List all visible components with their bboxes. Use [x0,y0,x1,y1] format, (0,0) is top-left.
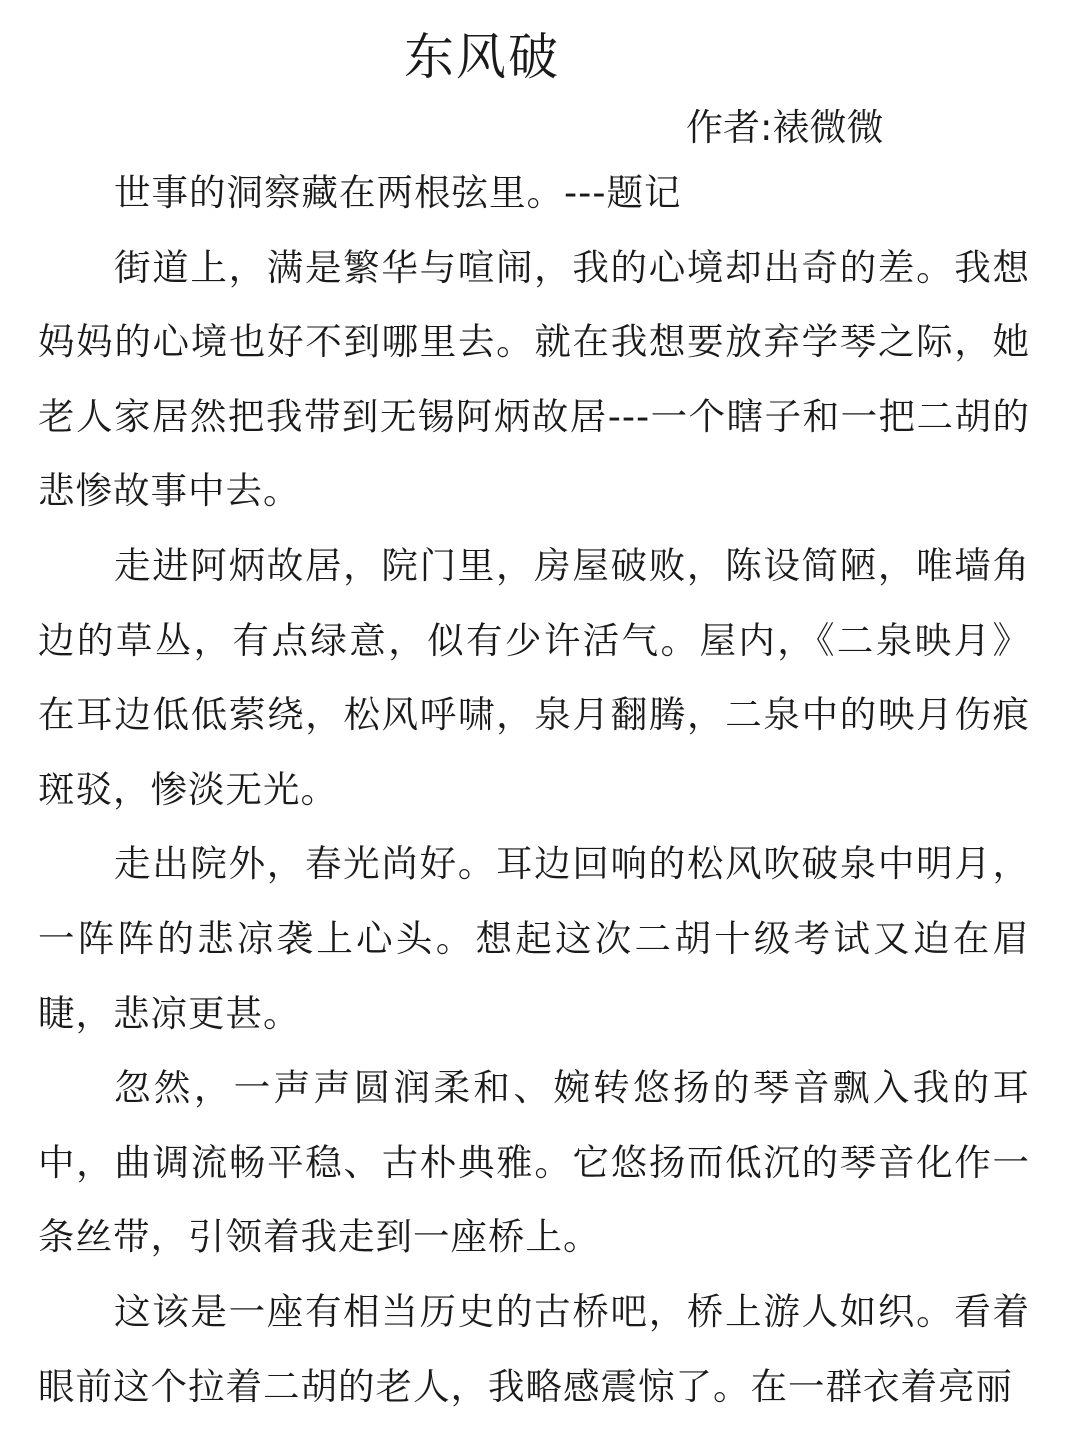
article-author: 作者:裱微微 [686,106,884,149]
paragraph: 忽然，一声声圆润柔和、婉转悠扬的琴音飘入我的耳中，曲调流畅平稳、古朴典雅。它悠扬而低沉的琴音化作一条丝带，引领着我走到一座桥上。 [38,1066,1030,1259]
paragraph: 这该是一座有相当历史的古桥吧，桥上游人如织。看着眼前这个拉着二胡的老人，我略感震惊了。在一群衣着亮丽 [38,1289,1030,1408]
article-body [38,156,1030,1424]
article-title: 东风破 [404,28,560,86]
paragraph: 街道上，满是繁华与喧闹，我的心境却出奇的差。我想妈妈的心境也好不到哪里去。就在我想要放弃学琴之际，她老人家居然把我带到无锡阿炳故居---一个瞎子和一把二胡的悲惨故事中去。 [38,245,1030,513]
paragraph: 走进阿炳故居，院门里，房屋破败，陈设简陋，唯墙角边的草丛，有点绿意，似有少许活气。屋内，《二泉映月》在耳边低低萦绕，松风呼啸，泉月翻腾，二泉中的映月伤痕斑驳，惨淡无光。 [38,543,1030,811]
paragraph-epigraph: 世事的洞察藏在两根弦里。---题记 [114,171,682,214]
paragraph: 走出院外，春光尚好。耳边回响的松风吹破泉中明月，一阵阵的悲凉袭上心头。想起这次二胡十级考试又迫在眉睫，悲凉更甚。 [38,842,1030,1035]
